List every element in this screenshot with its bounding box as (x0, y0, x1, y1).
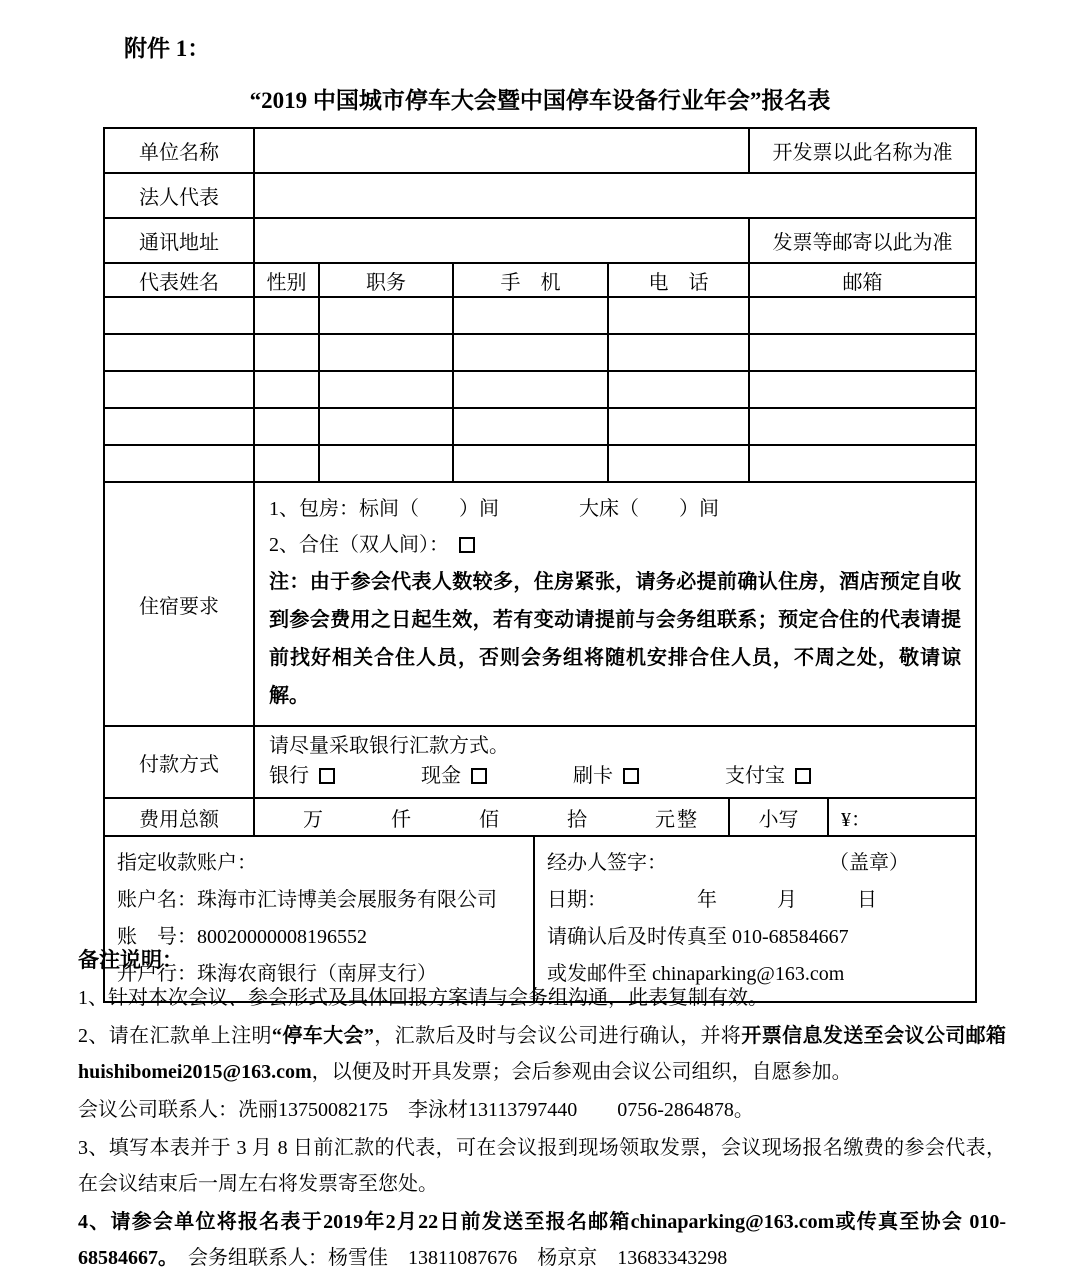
empty-cell (608, 371, 749, 408)
alipay-checkbox-icon (795, 768, 811, 784)
remark-2-conference-name: “停车大会” (271, 1025, 374, 1047)
bank-checkbox-icon (319, 768, 335, 784)
payment-option-cash (421, 761, 487, 791)
empty-cell (608, 445, 749, 482)
stamp-label: （盖章） (829, 852, 909, 874)
empty-cell (749, 371, 976, 408)
address-label: 通讯地址 (104, 218, 254, 263)
signature-line (547, 845, 965, 882)
payment-option-label: 银行 (269, 765, 309, 787)
legal-rep-label: 法人代表 (104, 173, 254, 218)
payment-option-label: 支付宝 (725, 765, 785, 787)
empty-cell (608, 408, 749, 445)
payment-option-alipay (725, 761, 811, 791)
accommodation-label: 住宿要求 (104, 482, 254, 726)
account-number: 账 号：80020000008196552 (117, 926, 367, 948)
payment-content (254, 726, 976, 798)
table-row (104, 173, 976, 218)
remark-item-3: 3、填写本表并于 3 月 8 日前汇款的代表，可在会议报到现场领取发票，会议现场报名缴费的参会代表，在会议结束后一周左右将发票寄至您处。 (78, 1137, 1006, 1195)
amount-in-words: 万 仟 佰 拾 元整 (254, 798, 729, 836)
remarks-title: 备注说明： (78, 948, 183, 972)
empty-cell (104, 371, 254, 408)
unit-name-note: 开发票以此名称为准 (749, 128, 976, 173)
empty-cell (453, 445, 608, 482)
room-option-line: 1、包房：标间（ ）间 大床（ ）间 (269, 498, 719, 520)
empty-cell (749, 408, 976, 445)
remark-4-contacts: 会务组联系人：杨雪佳 13811087676 杨京京 13683343298 (168, 1247, 728, 1269)
total-amount-row (104, 798, 976, 836)
account-name: 账户名：珠海市汇诗博美会展服务有限公司 (117, 889, 497, 911)
table-row (104, 128, 976, 173)
col-header-position: 职务 (319, 263, 453, 297)
empty-cell (453, 408, 608, 445)
page-title: “2019 中国城市停车大会暨中国停车设备行业年会”报名表 (249, 88, 831, 113)
empty-cell (453, 371, 608, 408)
empty-cell (319, 371, 453, 408)
attachment-label: 附件 1： (124, 36, 211, 61)
registration-form-table (103, 127, 977, 1003)
empty-cell (749, 445, 976, 482)
remark-item-1: 1、针对本次会议、参会形式及具体回报方案请与会务组沟通，此表复制有效。 (78, 987, 768, 1009)
remark-4-deadline: 4、请参会单位将报名表于2019年2月22日前发送至报名邮箱chinaparking@163.com或传真至协会 010-68584667。 (78, 1211, 1006, 1269)
payment-option-label: 现金 (421, 765, 461, 787)
remark-2-text: ，以便及时开具发票；会后参观由会议公司组织，自愿参加。 (311, 1061, 852, 1083)
representatives-table (103, 262, 977, 483)
empty-cell (104, 445, 254, 482)
remark-2-text: ，汇款后及时与会议公司进行确认，并将 (373, 1025, 742, 1047)
payment-label: 付款方式 (104, 726, 254, 798)
legal-rep-field (254, 173, 976, 218)
signature-label: 经办人签字： (547, 852, 667, 874)
small-amount-label: 小写 (729, 798, 828, 836)
empty-cell (254, 445, 319, 482)
col-header-name: 代表姓名 (104, 263, 254, 297)
address-note: 发票等邮寄以此为准 (749, 218, 976, 263)
address-field (254, 218, 749, 263)
total-label: 费用总额 (104, 798, 254, 836)
unit-name-field (254, 128, 749, 173)
empty-cell (749, 297, 976, 334)
empty-cell (254, 408, 319, 445)
payment-option-label: 刷卡 (573, 765, 613, 787)
table-row (104, 218, 976, 263)
remark-item-2 (78, 1018, 1006, 1090)
share-option-line (269, 527, 961, 563)
col-header-phone: 电 话 (608, 263, 749, 297)
date-line: 日期： 年 月 日 (547, 889, 877, 911)
col-header-gender: 性别 (254, 263, 319, 297)
empty-cell (254, 297, 319, 334)
table-row (104, 445, 976, 482)
empty-cell (254, 371, 319, 408)
currency-symbol: ¥： (828, 798, 976, 836)
col-header-mobile: 手 机 (453, 263, 608, 297)
payment-row (104, 726, 976, 798)
payment-option-bank (269, 761, 335, 791)
remark-item-4 (78, 1204, 1006, 1276)
empty-cell (104, 408, 254, 445)
remark-2-contacts: 会议公司联系人：冼丽13750082175 李泳材13113797440 0756-2864878。 (78, 1099, 754, 1121)
payment-options (269, 761, 961, 791)
empty-cell (319, 445, 453, 482)
accommodation-content (254, 482, 976, 726)
card-checkbox-icon (623, 768, 639, 784)
share-option-label: 2、合住（双人间）： (269, 534, 449, 556)
empty-cell (608, 297, 749, 334)
unit-info-table (103, 127, 977, 264)
total-amount-table (103, 797, 977, 837)
share-checkbox-icon (459, 537, 475, 553)
fax-line: 请确认后及时传真至 010-68584667 (547, 926, 849, 948)
empty-cell (608, 334, 749, 371)
payment-hint: 请尽量采取银行汇款方式。 (269, 735, 509, 757)
empty-cell (453, 297, 608, 334)
empty-cell (319, 408, 453, 445)
remarks-section (78, 942, 1006, 1276)
empty-cell (749, 334, 976, 371)
empty-cell (453, 334, 608, 371)
email-line: 或发邮件至 chinaparking@163.com (547, 963, 845, 985)
empty-cell (254, 334, 319, 371)
empty-cell (319, 334, 453, 371)
table-row (104, 408, 976, 445)
empty-cell (104, 334, 254, 371)
remark-2-invoice-email: 开票信息发送至会议公司邮箱huishibomei2015@163.com (78, 1025, 1007, 1083)
accommodation-payment-table (103, 481, 977, 799)
accommodation-row (104, 482, 976, 726)
col-header-email: 邮箱 (749, 263, 976, 297)
account-bank: 开户行：珠海农商银行（南屏支行） (117, 963, 437, 985)
unit-name-label: 单位名称 (104, 128, 254, 173)
cash-checkbox-icon (471, 768, 487, 784)
representatives-header-row (104, 263, 976, 297)
table-row (104, 334, 976, 371)
table-row (104, 371, 976, 408)
account-title: 指定收款账户： (117, 852, 257, 874)
remark-2-text: 2、请在汇款单上注明 (78, 1025, 272, 1047)
payment-option-card (573, 761, 639, 791)
table-row (104, 297, 976, 334)
empty-cell (104, 297, 254, 334)
accommodation-note: 注：由于参会代表人数较多，住房紧张，请务必提前确认住房，酒店预定自收到参会费用之日起生效，若有变动请提前与会务组联系；预定合住的代表请提前找好相关合住人员，否则会务组将随机安排合住人员，不周之处，敬请谅解。 (269, 571, 961, 707)
empty-cell (319, 297, 453, 334)
